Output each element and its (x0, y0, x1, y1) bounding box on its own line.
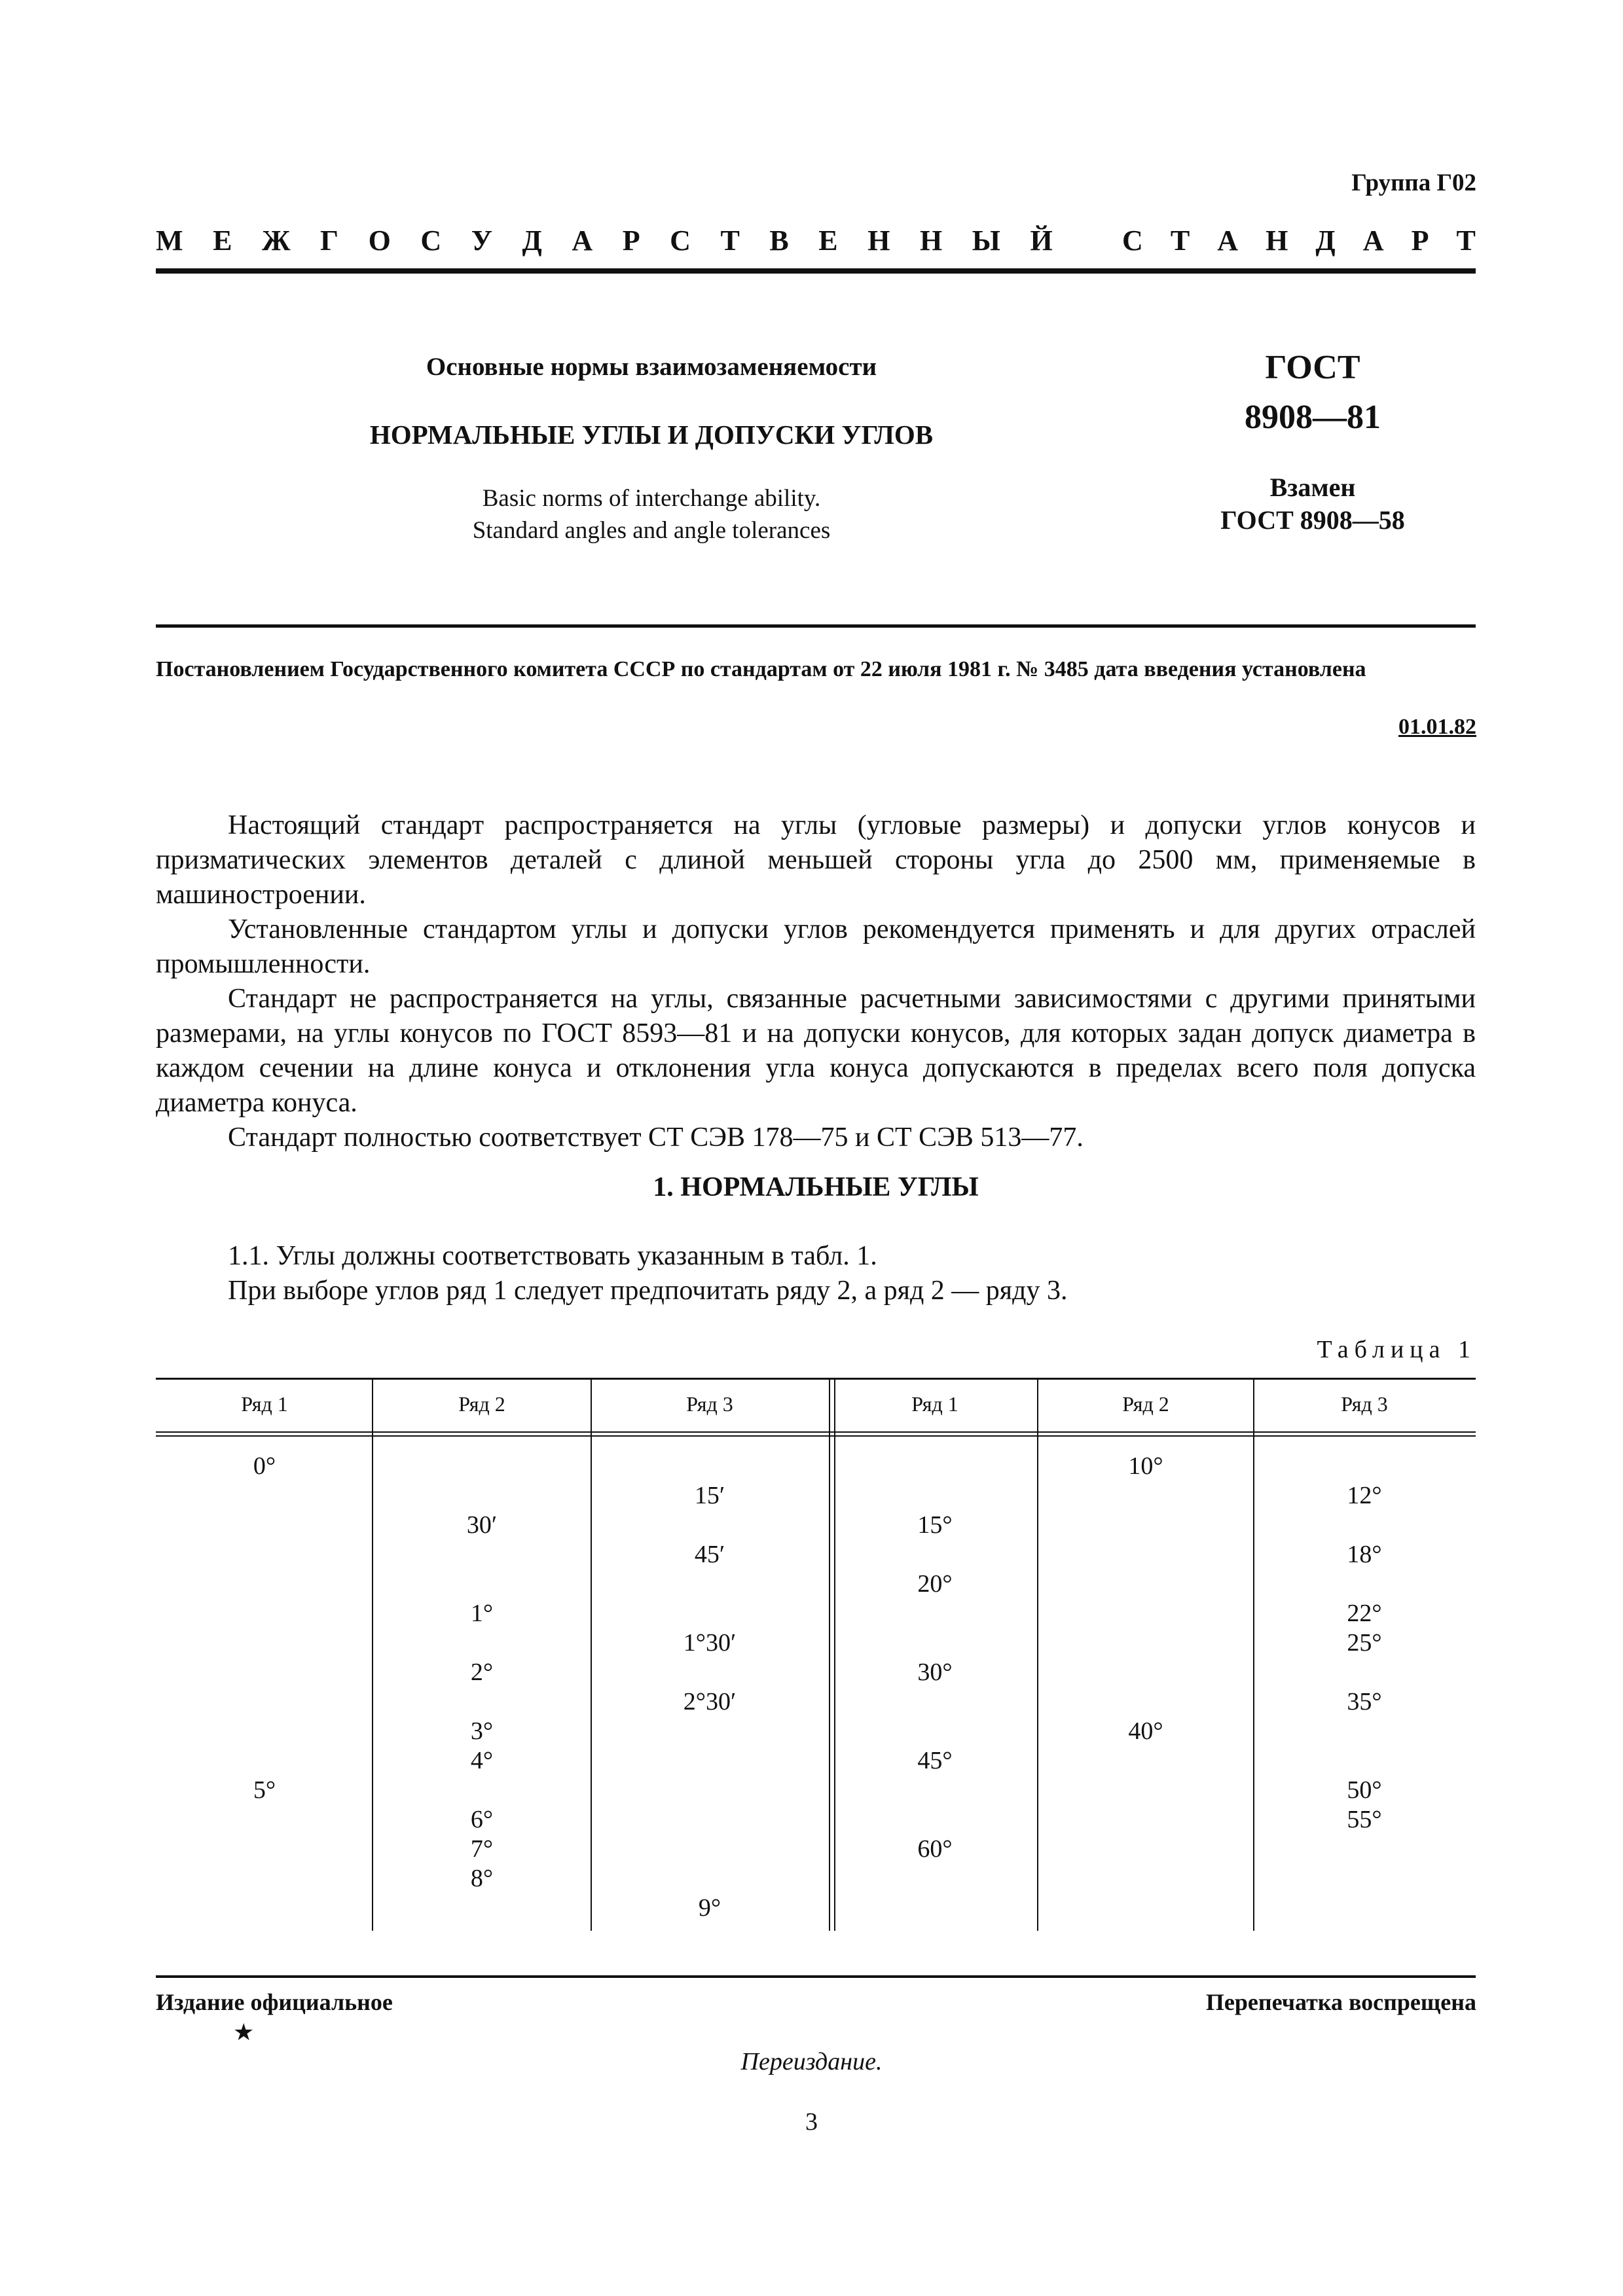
table-cell: 50° (1347, 1776, 1382, 1804)
table-cell: 55° (1347, 1806, 1382, 1833)
clause-preference: При выборе углов ряд 1 следует предпочитать ряду 2, а ряд 2 — ряду 3. (228, 1276, 1068, 1306)
band-word-interstate (156, 221, 1053, 259)
angles-table (156, 1378, 1476, 1934)
table-header-rule-double (156, 1435, 1476, 1437)
band-word-standard-letter: Р (1411, 224, 1429, 257)
table-header-rule (156, 1431, 1476, 1433)
table-cell: 45° (917, 1747, 953, 1774)
footer-rule (156, 1975, 1476, 1978)
column-header-row-1a: Ряд 1 (241, 1392, 288, 1416)
band-word-standard (1122, 221, 1476, 259)
band-word-interstate-letter: О (368, 224, 391, 257)
band-word-standard-letter: Т (1170, 224, 1190, 257)
group-label: Группа Г02 (1351, 170, 1476, 196)
table-cell: 60° (917, 1835, 953, 1863)
table-column-divider (1253, 1378, 1254, 1931)
english-title-line-1: Basic norms of interchange ability. (482, 485, 821, 512)
column-header-row-1b: Ряд 1 (911, 1392, 958, 1416)
column-header-row-3b: Ряд 3 (1341, 1392, 1388, 1416)
gost-code (1152, 343, 1473, 442)
band-word-interstate-letter: Ы (972, 224, 1000, 257)
table-cell: 15′ (694, 1482, 725, 1509)
table-cell: 0° (253, 1452, 276, 1480)
document-subtitle: Основные нормы взаимозаменяемости (426, 353, 877, 381)
paragraph-exclusions: Стандарт не распространяется на углы, связанные расчетными зависимостями с другими принятыми размерами, на углы конусов по ГОСТ 8593—81 и на допуски конусов, для которых задан допуск диаметра в каждом сечении на длине конуса и отклонения угла конуса допускаются в пределах всего поля допуска диаметра конуса. (156, 984, 1476, 1118)
table-cell: 7° (470, 1835, 494, 1863)
table-caption: Таблица 1 (1317, 1336, 1476, 1363)
band-word-interstate-letter: Г (320, 224, 339, 257)
title-block-rule (156, 624, 1476, 628)
band-word-interstate-letter: Е (818, 224, 838, 257)
reissue-note: Переиздание. (740, 2048, 883, 2075)
band-word-interstate-letter: Р (622, 224, 640, 257)
paragraph-recommendation: Установленные стандартом углы и допуски углов рекомендуется применять и для других отраслей промышленности. (156, 914, 1476, 979)
table-cell: 1° (470, 1600, 494, 1627)
table-cell: 25° (1347, 1629, 1382, 1657)
table-cell: 1°30′ (683, 1629, 737, 1657)
column-header-row-2a: Ряд 2 (458, 1392, 505, 1416)
table-column-divider (1037, 1378, 1038, 1931)
band-word-interstate-letter: В (769, 224, 789, 257)
table-column-divider (591, 1378, 592, 1931)
document-title: НОРМАЛЬНЫЕ УГЛЫ И ДОПУСКИ УГЛОВ (369, 420, 934, 450)
table-cell: 3° (470, 1717, 494, 1745)
decree-text: Постановлением Государственного комитета СССР по стандартам от 22 июля 1981 г. № 3485 дата введения установлена (156, 657, 1366, 681)
column-header-row-2b: Ряд 2 (1122, 1392, 1169, 1416)
header-rule (156, 268, 1476, 274)
replaces-block (1152, 471, 1473, 537)
table-column-divider-double (834, 1378, 835, 1931)
table-cell: 45′ (694, 1541, 725, 1568)
band-word-interstate-letter: У (471, 224, 492, 257)
band-word-interstate-letter: А (572, 224, 593, 257)
interstate-standard-band (156, 221, 1476, 259)
gost-designation (1152, 343, 1473, 537)
table-cell: 4° (470, 1747, 494, 1774)
paragraph-compliance: Стандарт полностью соответствует СТ СЭВ 178—75 и СТ СЭВ 513—77. (228, 1122, 1084, 1153)
gost-code-line-2: 8908—81 (1245, 399, 1381, 436)
band-word-interstate-letter: Т (720, 224, 740, 257)
band-word-standard-letter: Т (1456, 224, 1476, 257)
table-cell: 10° (1128, 1452, 1163, 1480)
band-word-standard-letter: Д (1315, 224, 1336, 257)
gost-code-line-1: ГОСТ (1265, 349, 1360, 386)
table-cell: 5° (253, 1776, 276, 1804)
table-cell: 22° (1347, 1600, 1382, 1627)
table-cell: 15° (917, 1511, 953, 1539)
table-cell: 9° (698, 1894, 721, 1922)
table-cell: 6° (470, 1806, 494, 1833)
replaces-label: Взамен (1269, 473, 1356, 502)
star-mark: ★ (233, 2019, 255, 2045)
band-word-standard-letter: А (1217, 224, 1239, 257)
band-word-interstate-letter: Д (522, 224, 542, 257)
paragraph-scope: Настоящий стандарт распространяется на углы (угловые размеры) и допуски углов конусов и призматических элементов деталей с длиной меньшей стороны угла до 2500 мм, применяемые в машиностроении. (156, 810, 1476, 910)
effective-date: 01.01.82 (1398, 715, 1476, 739)
table-top-rule (156, 1378, 1476, 1380)
column-header-row-3a: Ряд 3 (686, 1392, 733, 1416)
band-word-standard-letter: С (1122, 224, 1143, 257)
band-word-interstate-letter: Ж (261, 224, 291, 257)
page-number: 3 (805, 2108, 818, 2136)
band-word-interstate-letter: Н (919, 224, 943, 257)
band-word-interstate-letter: М (156, 224, 183, 257)
english-title-line-2: Standard angles and angle tolerances (472, 517, 831, 544)
band-word-interstate-letter: С (670, 224, 691, 257)
reprint-prohibited-label: Перепечатка воспрещена (1205, 1989, 1476, 2015)
table-cell: 18° (1347, 1541, 1382, 1568)
table-column-divider-double (829, 1378, 830, 1931)
band-word-standard-letter: А (1362, 224, 1384, 257)
section-heading: 1. НОРМАЛЬНЫЕ УГЛЫ (653, 1172, 979, 1202)
official-edition-label: Издание официальное (156, 1989, 393, 2015)
table-cell: 30′ (466, 1511, 498, 1539)
table-column-divider (372, 1378, 373, 1931)
table-cell: 8° (470, 1865, 494, 1892)
clause-1-1: 1.1. Углы должны соответствовать указанным в табл. 1. (228, 1241, 877, 1271)
table-cell: 20° (917, 1570, 953, 1598)
replaces-code: ГОСТ 8908—58 (1220, 505, 1405, 535)
band-word-interstate-letter: С (420, 224, 442, 257)
band-word-interstate-letter: Й (1030, 224, 1053, 257)
table-cell: 2°30′ (683, 1688, 737, 1715)
band-word-interstate-letter: Е (213, 224, 232, 257)
english-title (340, 482, 962, 547)
table-cell: 35° (1347, 1688, 1382, 1715)
band-word-interstate-letter: Н (867, 224, 890, 257)
table-cell: 30° (917, 1659, 953, 1686)
table-cell: 2° (470, 1659, 494, 1686)
table-cell: 40° (1128, 1717, 1163, 1745)
body-text (156, 808, 1476, 1155)
table-cell: 12° (1347, 1482, 1382, 1509)
band-word-standard-letter: Н (1266, 224, 1288, 257)
